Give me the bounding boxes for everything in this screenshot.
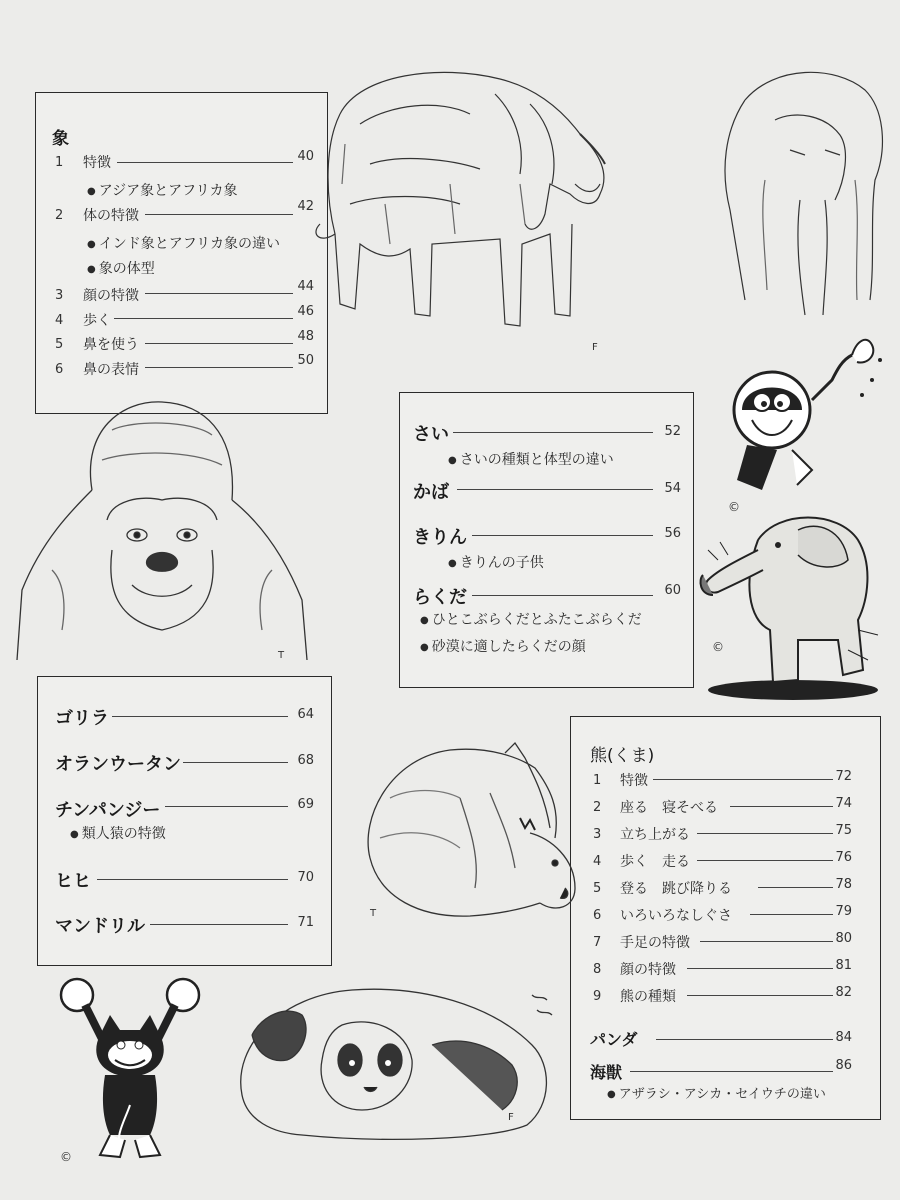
toc-heading[interactable]: ゴリラ xyxy=(55,708,109,729)
toc-subentry: ● 類人猿の特徴 xyxy=(70,823,166,843)
toc-heading[interactable]: きりん xyxy=(413,527,467,548)
toc-page-number: 81 xyxy=(835,958,852,973)
leader-line xyxy=(656,1039,833,1040)
leader-line xyxy=(453,432,653,433)
cartoon-cat-illustration xyxy=(55,975,205,1165)
cartoon-robot-cat-illustration xyxy=(702,320,892,510)
toc-page-number: 75 xyxy=(835,823,852,838)
toc-page-number: 74 xyxy=(835,796,852,811)
toc-heading[interactable]: ヒヒ xyxy=(55,871,91,892)
copyright-mark: © xyxy=(728,500,740,514)
toc-page-number: 54 xyxy=(664,481,681,496)
toc-entry-label[interactable]: 手足の特徴 xyxy=(620,935,690,951)
toc-entry-label[interactable]: 特徴 xyxy=(83,155,111,171)
toc-page-number: 60 xyxy=(664,583,681,598)
toc-entry-label[interactable]: 体の特徴 xyxy=(83,208,139,224)
leader-line xyxy=(145,367,293,368)
toc-page-number: 46 xyxy=(297,304,314,319)
artist-initial-mark: F xyxy=(508,1112,514,1123)
cartoon-elephant-illustration xyxy=(698,500,888,705)
toc-heading[interactable]: 海獣 xyxy=(590,1063,623,1082)
toc-entry-label[interactable]: 顔の特徴 xyxy=(620,962,676,978)
cartoon-robot-cat-icon xyxy=(702,320,892,510)
toc-subentry: ● さいの種類と体型の違い xyxy=(448,449,614,469)
toc-number: 1 xyxy=(55,155,64,170)
leader-line xyxy=(145,293,293,294)
toc-page-number: 50 xyxy=(297,353,314,368)
bear-sketch-illustration xyxy=(350,738,582,928)
toc-heading[interactable]: パンダ xyxy=(590,1030,638,1049)
toc-heading[interactable]: かば xyxy=(413,482,449,503)
leader-line xyxy=(165,806,288,807)
gorilla-sketch-illustration xyxy=(12,390,312,662)
toc-page-number: 82 xyxy=(835,985,852,1000)
elephant-sketch-icon xyxy=(300,44,610,356)
toc-heading[interactable]: チンパンジー xyxy=(55,800,161,821)
toc-page-number: 70 xyxy=(297,870,314,885)
toc-heading[interactable]: らくだ xyxy=(413,587,467,608)
leader-line xyxy=(697,860,833,861)
toc-number: 8 xyxy=(593,962,602,977)
leader-line xyxy=(145,214,293,215)
leader-line xyxy=(750,914,833,915)
toc-entry-label[interactable]: 登る 跳び降りる xyxy=(620,881,732,897)
gorilla-sketch-icon xyxy=(12,390,312,662)
toc-page-number: 56 xyxy=(664,526,681,541)
leader-line xyxy=(457,489,653,490)
toc-page-number: 76 xyxy=(835,850,852,865)
toc-page-number: 84 xyxy=(835,1030,852,1045)
leader-line xyxy=(145,343,293,344)
copyright-mark: © xyxy=(60,1150,72,1164)
toc-page-number: 72 xyxy=(835,769,852,784)
copyright-mark: © xyxy=(712,640,724,654)
toc-number: 2 xyxy=(55,208,64,223)
toc-page-number: 71 xyxy=(297,915,314,930)
leader-line xyxy=(653,779,833,780)
toc-number: 3 xyxy=(55,288,64,303)
toc-entry-label[interactable]: 座る 寝そべる xyxy=(620,800,718,816)
leader-line xyxy=(114,318,293,319)
toc-heading[interactable]: マンドリル xyxy=(55,916,145,937)
artist-initial-mark: T xyxy=(278,650,285,661)
leader-line xyxy=(687,995,833,996)
toc-number: 1 xyxy=(593,773,602,788)
toc-entry-label[interactable]: 鼻を使う xyxy=(83,337,139,353)
toc-number: 2 xyxy=(593,800,602,815)
toc-number: 6 xyxy=(55,362,64,377)
elephant-sketch-illustration xyxy=(300,44,610,356)
toc-subentry: ● 象の体型 xyxy=(87,258,155,278)
toc-subentry: ● ひとこぶらくだとふたこぶらくだ xyxy=(420,609,642,629)
toc-heading[interactable]: さい xyxy=(413,424,449,445)
elephant-title: 象 xyxy=(52,129,69,149)
leader-line xyxy=(112,716,288,717)
cartoon-elephant-icon xyxy=(698,500,888,705)
toc-page-number: 78 xyxy=(835,877,852,892)
elephant-head-sketch-illustration xyxy=(705,60,890,320)
leader-line xyxy=(630,1071,833,1072)
leader-line xyxy=(687,968,833,969)
toc-entry-label[interactable]: いろいろなしぐさ xyxy=(620,908,732,924)
toc-entry-label[interactable]: 熊の種類 xyxy=(620,989,676,1005)
toc-entry-label[interactable]: 歩く 走る xyxy=(620,854,690,870)
toc-page-number: 69 xyxy=(297,797,314,812)
toc-page-number: 79 xyxy=(835,904,852,919)
leader-line xyxy=(758,887,833,888)
toc-entry-label[interactable]: 顔の特徴 xyxy=(83,288,139,304)
toc-number: 5 xyxy=(55,337,64,352)
elephant-toc-box xyxy=(35,92,328,414)
leader-line xyxy=(183,762,288,763)
toc-page-number: 64 xyxy=(297,707,314,722)
toc-number: 4 xyxy=(55,313,64,328)
toc-entry-label[interactable]: 鼻の表情 xyxy=(83,362,139,378)
toc-number: 9 xyxy=(593,989,602,1004)
leader-line xyxy=(700,941,833,942)
bear-sketch-icon xyxy=(350,738,582,928)
toc-entry-label[interactable]: 歩く xyxy=(83,313,111,329)
leader-line xyxy=(472,595,653,596)
toc-number: 6 xyxy=(593,908,602,923)
leader-line xyxy=(150,924,288,925)
toc-page-number: 68 xyxy=(297,753,314,768)
toc-entry-label[interactable]: 特徴 xyxy=(620,773,648,789)
toc-page-number: 80 xyxy=(835,931,852,946)
toc-page-number: 44 xyxy=(297,279,314,294)
toc-number: 4 xyxy=(593,854,602,869)
toc-subentry: ● アジア象とアフリカ象 xyxy=(87,180,237,200)
cartoon-cat-icon xyxy=(55,975,205,1165)
toc-page-number: 42 xyxy=(297,199,314,214)
toc-heading[interactable]: オランウータン xyxy=(55,754,181,775)
toc-entry-label[interactable]: 立ち上がる xyxy=(620,827,690,843)
elephant-head-sketch-icon xyxy=(705,60,890,320)
leader-line xyxy=(472,535,653,536)
toc-subentry: ● インド象とアフリカ象の違い xyxy=(87,233,280,253)
leader-line xyxy=(697,833,833,834)
bear-title: 熊(くま) xyxy=(590,746,655,766)
leader-line xyxy=(730,806,833,807)
toc-number: 3 xyxy=(593,827,602,842)
toc-page-number: 52 xyxy=(664,424,681,439)
toc-subentry: ● アザラシ・アシカ・セイウチの違い xyxy=(607,1083,826,1102)
artist-initial-mark: T xyxy=(370,908,377,919)
toc-number: 5 xyxy=(593,881,602,896)
toc-subentry: ● 砂漠に適したらくだの顔 xyxy=(420,636,586,656)
toc-page-number: 40 xyxy=(297,149,314,164)
toc-number: 7 xyxy=(593,935,602,950)
artist-initial-mark: F xyxy=(592,342,598,353)
leader-line xyxy=(97,879,288,880)
toc-page-number: 48 xyxy=(297,329,314,344)
leader-line xyxy=(117,162,293,163)
toc-subentry: ● きりんの子供 xyxy=(448,552,544,572)
toc-page-number: 86 xyxy=(835,1058,852,1073)
